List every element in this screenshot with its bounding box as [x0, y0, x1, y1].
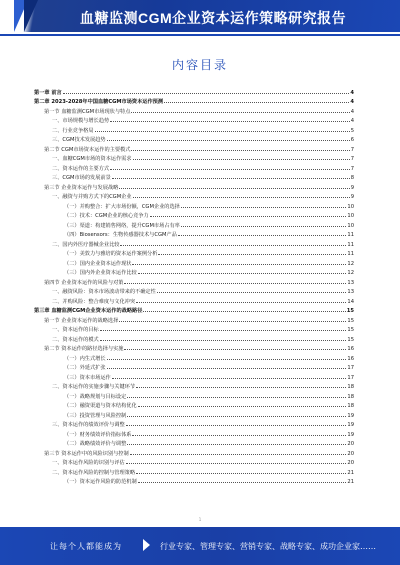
toc-entry[interactable] [34, 86, 354, 96]
toc-entry-page: 7 [350, 165, 354, 172]
toc-entry-title: （二）国内企业资本运作现状 [64, 260, 132, 267]
toc-entry[interactable] [34, 438, 354, 448]
toc-leader-dots [143, 311, 345, 312]
toc-entry-page: 11 [347, 241, 354, 248]
toc-entry-title: 二、资本运作的模式 [52, 336, 99, 343]
toc-entry-page: 16 [347, 346, 354, 352]
toc-entry-title: 第三节 企业资本运作与发展战略 [44, 184, 119, 191]
toc-entry-title: 二、行业竞争格局 [52, 127, 94, 134]
toc-entry[interactable] [34, 219, 354, 229]
toc-entry-page: 12 [347, 270, 354, 276]
toc-entry[interactable] [34, 371, 354, 381]
toc-entry-title: 二、并购风险：整合难度与文化冲突 [52, 298, 136, 305]
toc-entry[interactable] [34, 333, 354, 343]
toc-leader-dots [63, 93, 350, 94]
toc-entry[interactable] [34, 324, 354, 334]
toc-leader-dots [136, 387, 346, 388]
toc-entry[interactable] [34, 181, 354, 191]
toc-leader-dots [138, 482, 347, 483]
toc-leader-dots [181, 226, 347, 227]
toc-entry[interactable] [34, 162, 354, 172]
toc-leader-dots [124, 283, 346, 284]
toc-entry-title: 二、资本运作风险的控制与管理策略 [52, 469, 136, 476]
toc-entry[interactable] [34, 428, 354, 438]
toc-leader-dots [124, 349, 346, 350]
toc-entry-title: 第二节 CGM市场资本运作的主要模式 [44, 146, 131, 153]
toc-entry-title: 三、CGM市场的发展前景 [52, 175, 111, 181]
toc-entry-page: 18 [347, 393, 354, 400]
toc-entry[interactable] [34, 115, 354, 125]
toc-entry-title: （二）技术：CGM企业的核心竞争力 [64, 213, 149, 219]
toc-entry-title: 一、市场规模与增长趋势 [52, 118, 110, 124]
toc-entry-title: （一）内生式增长 [64, 355, 106, 362]
toc-entry[interactable] [34, 381, 354, 391]
toc-entry-title: 二、资本运作的主要方式 [52, 165, 110, 172]
toc-entry-title: 第一章 前言 [34, 89, 62, 96]
toc-entry-page: 19 [347, 422, 354, 428]
toc-entry-page: 8 [350, 175, 354, 181]
toc-entry-page: 17 [347, 374, 354, 381]
toc-entry-title: 二、国内外医疗器械企业比较 [52, 241, 120, 248]
toc-entry-title: 一、融资风险：资本市场波动带来的不确定性 [52, 289, 156, 295]
toc-leader-dots [181, 207, 347, 208]
toc-leader-dots [95, 131, 350, 132]
toc-entry-title: （一）美敦力与雅培的资本运作案例分析 [64, 251, 158, 257]
toc-entry-page: 4 [350, 99, 354, 105]
toc-entry-title: （三）资本市场运作 [64, 374, 111, 381]
toc-leader-dots [119, 188, 349, 189]
toc-entry[interactable] [34, 153, 354, 163]
toc-entry-page: 9 [350, 184, 354, 191]
toc-leader-dots [107, 359, 347, 360]
toc-entry-page: 6 [350, 137, 354, 143]
toc-entry-title: 第一节 企业资本运作的战略选择 [44, 317, 119, 324]
toc-entry[interactable] [34, 191, 354, 201]
toc-entry-page: 11 [347, 251, 354, 257]
toc-leader-dots [138, 406, 347, 407]
toc-leader-dots [107, 368, 347, 369]
toc-entry[interactable] [34, 305, 354, 315]
toc-entry[interactable] [34, 248, 354, 258]
toc-entry-page: 20 [347, 441, 354, 447]
toc-entry[interactable] [34, 172, 354, 182]
toc-entry-page: 10 [347, 222, 354, 229]
toc-entry[interactable] [34, 409, 354, 419]
toc-leader-dots [127, 397, 346, 398]
toc-leader-dots [132, 264, 346, 265]
toc-entry-page: 16 [347, 355, 354, 362]
toc-leader-dots [107, 140, 350, 141]
toc-entry-page: 11 [347, 232, 354, 238]
toc-entry-title: 第二节 资本运作的路径选择与实施 [44, 346, 124, 352]
toc-entry[interactable] [34, 210, 354, 220]
toc-leader-dots [133, 197, 350, 198]
toc-entry-page: 13 [347, 279, 354, 286]
toc-entry-page: 10 [347, 203, 354, 210]
header-accent-stripe-dark [24, 0, 38, 32]
toc-entry[interactable] [34, 419, 354, 429]
toc-entry[interactable] [34, 267, 354, 277]
toc-entry-page: 5 [350, 127, 354, 134]
toc-entry[interactable] [34, 257, 354, 267]
toc-entry-page: 17 [347, 365, 354, 371]
toc-leader-dots [150, 216, 347, 217]
toc-entry-title: （二）战略绩效评价与调整 [64, 441, 127, 447]
toc-entry[interactable] [34, 96, 354, 106]
toc-entry-page: 15 [347, 317, 354, 324]
table-of-contents [34, 86, 354, 485]
report-title: 血糖监测CGM企业资本运作策略研究报告 [80, 10, 347, 26]
toc-entry[interactable] [34, 352, 354, 362]
toc-leader-dots [110, 169, 350, 170]
toc-leader-dots [120, 245, 346, 246]
toc-entry[interactable] [34, 286, 354, 296]
toc-entry-title: 第二章 2023-2028年中国血糖CGM市场资本运作预测 [34, 99, 164, 105]
toc-entry-page: 7 [350, 146, 354, 153]
toc-entry-page: 20 [347, 460, 354, 466]
toc-entry-page: 15 [346, 308, 354, 314]
toc-entry-page: 4 [350, 118, 354, 124]
toc-entry-page: 18 [347, 384, 354, 390]
toc-entry-page: 19 [347, 412, 354, 419]
toc-leader-dots [132, 435, 346, 436]
toc-entry-title: （三）投资管理与风险控制 [64, 412, 127, 419]
toc-entry-title: 第三章 血糖监测CGM企业资本运作的战略路径 [34, 308, 143, 314]
report-header [0, 0, 400, 38]
toc-leader-dots [136, 473, 346, 474]
toc-leader-dots [158, 254, 346, 255]
toc-entry[interactable] [34, 105, 354, 115]
toc-entry-title: 二、资本运作的实施步骤与关键环节 [52, 384, 136, 390]
toc-entry[interactable] [34, 476, 354, 486]
toc-entry[interactable] [34, 295, 354, 305]
toc-entry-title: （三）渠道：构建销售网络，提升CGM市场占有率 [64, 222, 180, 229]
toc-entry-title: 三、CGM技术发展趋势 [52, 137, 106, 143]
toc-leader-dots [127, 416, 346, 417]
toc-entry[interactable] [34, 229, 354, 239]
toc-entry-title: （二）融资渠道与资本结构优化 [64, 403, 137, 409]
toc-entry-page: 12 [347, 260, 354, 267]
toc-entry-title: （一）战略规划与目标设定 [64, 393, 127, 400]
footer-tagline: 行业专家、管理专家、营销专家、战略专家、成功企业家…… [160, 542, 376, 551]
toc-entry[interactable] [34, 238, 354, 248]
toc-entry[interactable] [34, 276, 354, 286]
toc-leader-dots [119, 321, 346, 322]
toc-entry[interactable] [34, 200, 354, 210]
toc-leader-dots [126, 463, 347, 464]
toc-entry-page: 15 [347, 327, 354, 333]
toc-entry-title: 第一节 血糖监测CGM市场现状与特点 [44, 108, 131, 115]
toc-entry-title: 三、资本运作的绩效评价与调整 [52, 422, 125, 428]
toc-leader-dots [100, 340, 347, 341]
toc-entry[interactable] [34, 457, 354, 467]
toc-entry[interactable] [34, 362, 354, 372]
toc-entry-title: （二）外延式扩张 [64, 365, 106, 371]
footer-slogan: 让每个人都能成为 [50, 542, 122, 551]
toc-entry-page: 4 [350, 89, 354, 96]
toc-entry-page: 9 [350, 194, 354, 200]
toc-entry-page: 4 [350, 108, 354, 115]
page-number: 1 [198, 517, 202, 522]
toc-entry[interactable] [34, 466, 354, 476]
toc-leader-dots [131, 112, 349, 113]
toc-entry-title: 一、融资与并购方式下的CGM企业 [52, 194, 132, 200]
toc-entry-title: 一、资本运作的目标 [52, 327, 99, 333]
toc-leader-dots [110, 121, 350, 122]
toc-entry-title: （一）财务绩效评价指标体系 [64, 431, 132, 438]
toc-leader-dots [126, 425, 347, 426]
toc-entry-page: 18 [347, 403, 354, 409]
toc-leader-dots [127, 444, 346, 445]
toc-entry-title: 一、血糖CGM市场的资本运作需求 [52, 156, 132, 162]
toc-entry-title: （四）Biosensors：生物传感器技术与CGM产品 [64, 232, 177, 238]
toc-entry-title: （一）资本运作风险的防范机制 [64, 479, 137, 485]
toc-entry-page: 19 [347, 431, 354, 438]
header-rule [0, 34, 400, 36]
toc-entry-page: 15 [347, 336, 354, 343]
toc-entry[interactable] [34, 343, 354, 353]
toc-entry[interactable] [34, 390, 354, 400]
toc-leader-dots [112, 378, 347, 379]
toc-entry-page: 13 [347, 289, 354, 295]
toc-leader-dots [164, 102, 349, 103]
toc-entry-title: 一、资本运作风险的识别与评估 [52, 460, 125, 466]
toc-entry-title: （一）并购整合：扩大市场份额，CGM企业的选择 [64, 203, 180, 210]
toc-leader-dots [178, 235, 347, 236]
toc-entry-page: 21 [347, 469, 354, 476]
toc-leader-dots [112, 178, 350, 179]
toc-leader-dots [133, 159, 350, 160]
toc-entry[interactable] [34, 447, 354, 457]
toc-entry[interactable] [34, 124, 354, 134]
toc-entry-title: 第三节 资本运作中的风险识别与控制 [44, 450, 129, 457]
toc-entry[interactable] [34, 134, 354, 144]
toc-leader-dots [157, 292, 347, 293]
toc-entry-title: （三）国内外企业资本运作比较 [64, 270, 137, 276]
toc-leader-dots [130, 454, 347, 455]
toc-entry-page: 7 [350, 156, 354, 162]
toc-leader-dots [100, 330, 347, 331]
footer-banner [0, 527, 400, 565]
toc-entry[interactable] [34, 143, 354, 153]
toc-entry-page: 20 [347, 450, 354, 457]
toc-leader-dots [138, 273, 347, 274]
toc-leader-dots [136, 302, 346, 303]
footer-arrow-icon [143, 539, 150, 551]
toc-entry-page: 14 [347, 298, 354, 305]
toc-leader-dots [131, 150, 349, 151]
toc-heading: 内容目录 [171, 58, 228, 72]
toc-entry-page: 10 [347, 213, 354, 219]
toc-entry[interactable] [34, 314, 354, 324]
toc-entry-title: 第四节 企业资本运作的风险与对策 [44, 279, 124, 286]
toc-entry[interactable] [34, 400, 354, 410]
toc-entry-page: 21 [347, 479, 354, 485]
